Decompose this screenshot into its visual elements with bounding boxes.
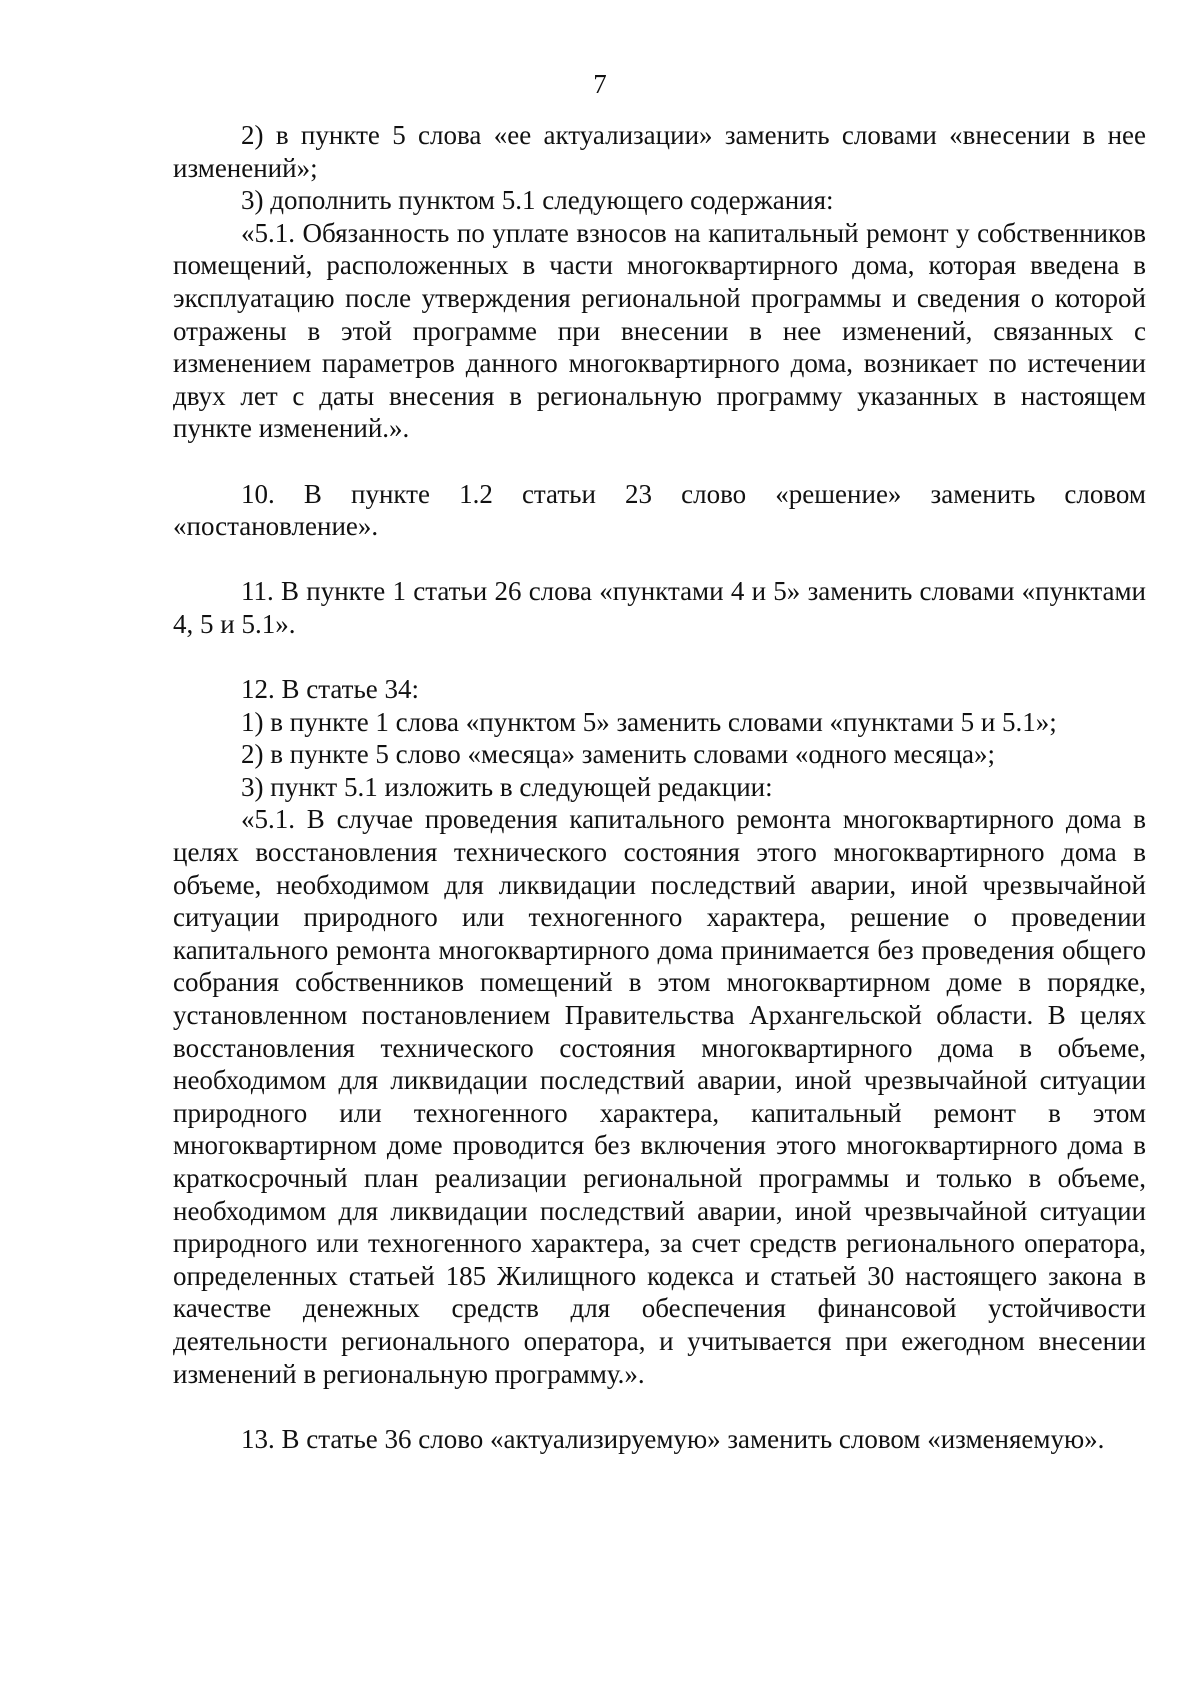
paragraph: 2) в пункте 5 слово «месяца» заменить словами «одного месяца»;: [241, 739, 996, 770]
paragraph-gap: [173, 445, 1146, 478]
document-body: [173, 119, 1146, 1455]
paragraph-gap: [173, 543, 1146, 576]
paragraph: «5.1. Обязанность по уплате взносов на капитальный ремонт у собственников помещений, расположенных в части многоквартирного дома, которая введена в эксплуатацию после утверждения региональной программы и сведения о которой отражены в этой программе при внесении в нее изменений, связанных с изменением параметров данного многоквартирного дома, возникает по истечении двух лет с даты внесения в региональную программу указанных в настоящем пункте изменений.».: [173, 217, 1146, 444]
paragraph-gap: [173, 1390, 1146, 1423]
paragraph-gap: [173, 641, 1146, 674]
paragraph: 13. В статье 36 слово «актуализируемую» заменить словом «изменяемую».: [241, 1423, 1105, 1454]
paragraph: 1) в пункте 1 слова «пунктом 5» заменить словами «пунктами 5 и 5.1»;: [241, 706, 1057, 737]
paragraph: 2) в пункте 5 слова «ее актуализации» заменить словами «внесении в нее изменений»;: [173, 120, 1146, 183]
paragraph: 11. В пункте 1 статьи 26 слова «пунктами 4 и 5» заменить словами «пунктами 4, 5 и 5.1».: [173, 576, 1146, 639]
paragraph: 3) пункт 5.1 изложить в следующей редакции:: [241, 771, 773, 802]
paragraph: 12. В статье 34:: [241, 674, 420, 705]
page-number: 7: [593, 69, 607, 99]
paragraph: 3) дополнить пунктом 5.1 следующего содержания:: [241, 185, 834, 216]
paragraph: «5.1. В случае проведения капитального ремонта многоквартирного дома в целях восстановления технического состояния этого многоквартирного дома в объеме, необходимом для ликвидации последствий аварии, иной чрезвычайной ситуации природного или техногенного характера, решение о проведении капитального ремонта многоквартирного дома принимается без проведения общего собрания собственников помещений в этом многоквартирном доме в порядке, установленном постановлением Правительства Архангельской области. В целях восстановления технического состояния многоквартирного дома в объеме, необходимом для ликвидации последствий аварии, иной чрезвычайной ситуации природного или техногенного характера, капитальный ремонт в этом многоквартирном доме проводится без включения этого многоквартирного дома в краткосрочный план реализации региональной программы и только в объеме, необходимом для ликвидации последствий аварии, иной чрезвычайной ситуации природного или техногенного характера, за счет средств регионального оператора, определенных статьей 185 Жилищного кодекса и статьей 30 настоящего закона в качестве денежных средств для обеспечения финансовой устойчивости деятельности регионального оператора, и учитывается при ежегодном внесении изменений в региональную программу.».: [173, 804, 1146, 1389]
paragraph: 10. В пункте 1.2 статьи 23 слово «решение» заменить словом «постановление».: [173, 478, 1146, 542]
